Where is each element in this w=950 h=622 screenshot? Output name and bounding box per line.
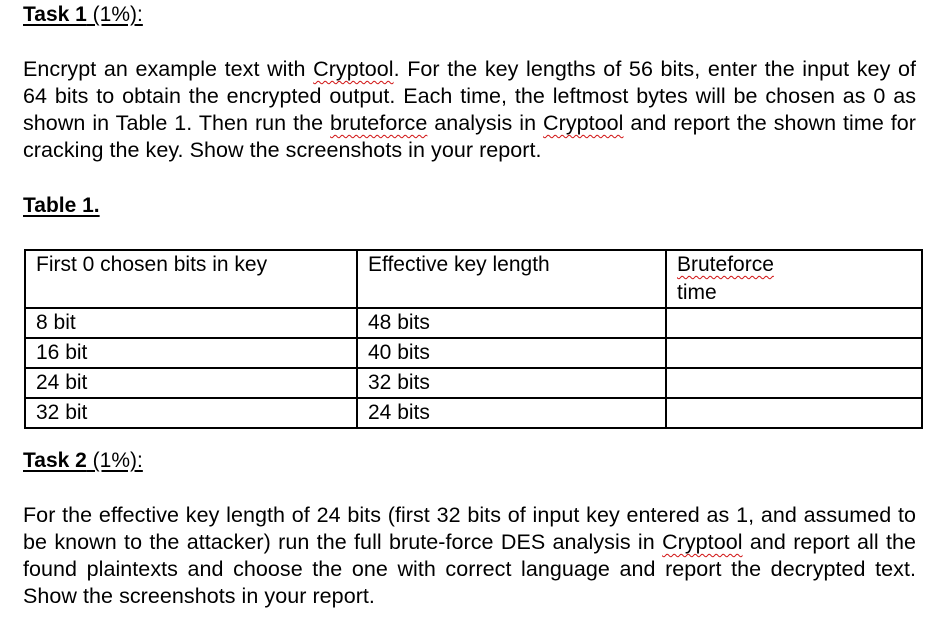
task1-text-4: and report the shown time for cracking the key. Show the screenshots in your report. bbox=[23, 111, 916, 162]
spellcheck-word-bruteforce: bruteforce bbox=[330, 111, 428, 135]
cell-bruteforce-time[interactable] bbox=[666, 368, 922, 398]
cell-effective-length: 32 bits bbox=[357, 368, 666, 398]
header-effective-key-length: Effective key length bbox=[357, 250, 666, 308]
task1-text-1: Encrypt an example text with bbox=[23, 57, 314, 81]
spellcheck-word-cryptool: Cryptool bbox=[662, 530, 743, 554]
task1-paragraph bbox=[23, 56, 916, 164]
cell-first-bits: 8 bit bbox=[25, 308, 357, 338]
task2-heading-label: Task 2 bbox=[23, 449, 87, 472]
key-length-table bbox=[24, 249, 923, 429]
table-row bbox=[25, 368, 922, 398]
table-caption: Table 1. bbox=[23, 194, 100, 217]
table-row bbox=[25, 338, 922, 368]
cell-first-bits: 24 bit bbox=[25, 368, 357, 398]
cell-effective-length: 40 bits bbox=[357, 338, 666, 368]
spellcheck-word-cryptool: Cryptool bbox=[313, 57, 394, 81]
cell-bruteforce-time[interactable] bbox=[666, 338, 922, 368]
cell-first-bits: 16 bit bbox=[25, 338, 357, 368]
task1-text-2: . For the key lengths of 56 bits, enter the input key of 64 bits to obtain the encrypted output. Each time, the leftmost bytes will be chosen as 0 as shown in Table 1. Then run the bbox=[23, 57, 916, 135]
task2-heading-weight: (1%): bbox=[86, 449, 143, 472]
task1-heading bbox=[23, 3, 143, 27]
cell-first-bits: 32 bit bbox=[25, 398, 357, 428]
task1-heading-label: Task 1 bbox=[23, 3, 87, 26]
header-first-bits: First 0 chosen bits in key bbox=[25, 250, 357, 308]
task1-text-3: analysis in bbox=[427, 111, 544, 135]
table-row bbox=[25, 308, 922, 338]
header-bruteforce-time bbox=[666, 250, 922, 308]
task2-text-2: and report all the found plaintexts and choose the one with correct language and report the decrypted text. Show the screenshots in your report. bbox=[23, 530, 916, 608]
spellcheck-word-cryptool: Cryptool bbox=[543, 111, 624, 135]
spellcheck-word-bruteforce: Bruteforce bbox=[677, 253, 774, 276]
task1-heading-weight: (1%): bbox=[86, 3, 143, 26]
task2-paragraph bbox=[23, 502, 916, 610]
task2-heading bbox=[23, 449, 143, 473]
cell-effective-length: 48 bits bbox=[357, 308, 666, 338]
header-time-label: time bbox=[677, 281, 717, 304]
cell-effective-length: 24 bits bbox=[357, 398, 666, 428]
table-row bbox=[25, 398, 922, 428]
cell-bruteforce-time[interactable] bbox=[666, 308, 922, 338]
table-header-row bbox=[25, 250, 922, 308]
task2-text-1: For the effective key length of 24 bits (first 32 bits of input key entered as 1, and assumed to be known to the attacker) run the full brute-force DES analysis in bbox=[23, 503, 916, 554]
cell-bruteforce-time[interactable] bbox=[666, 398, 922, 428]
